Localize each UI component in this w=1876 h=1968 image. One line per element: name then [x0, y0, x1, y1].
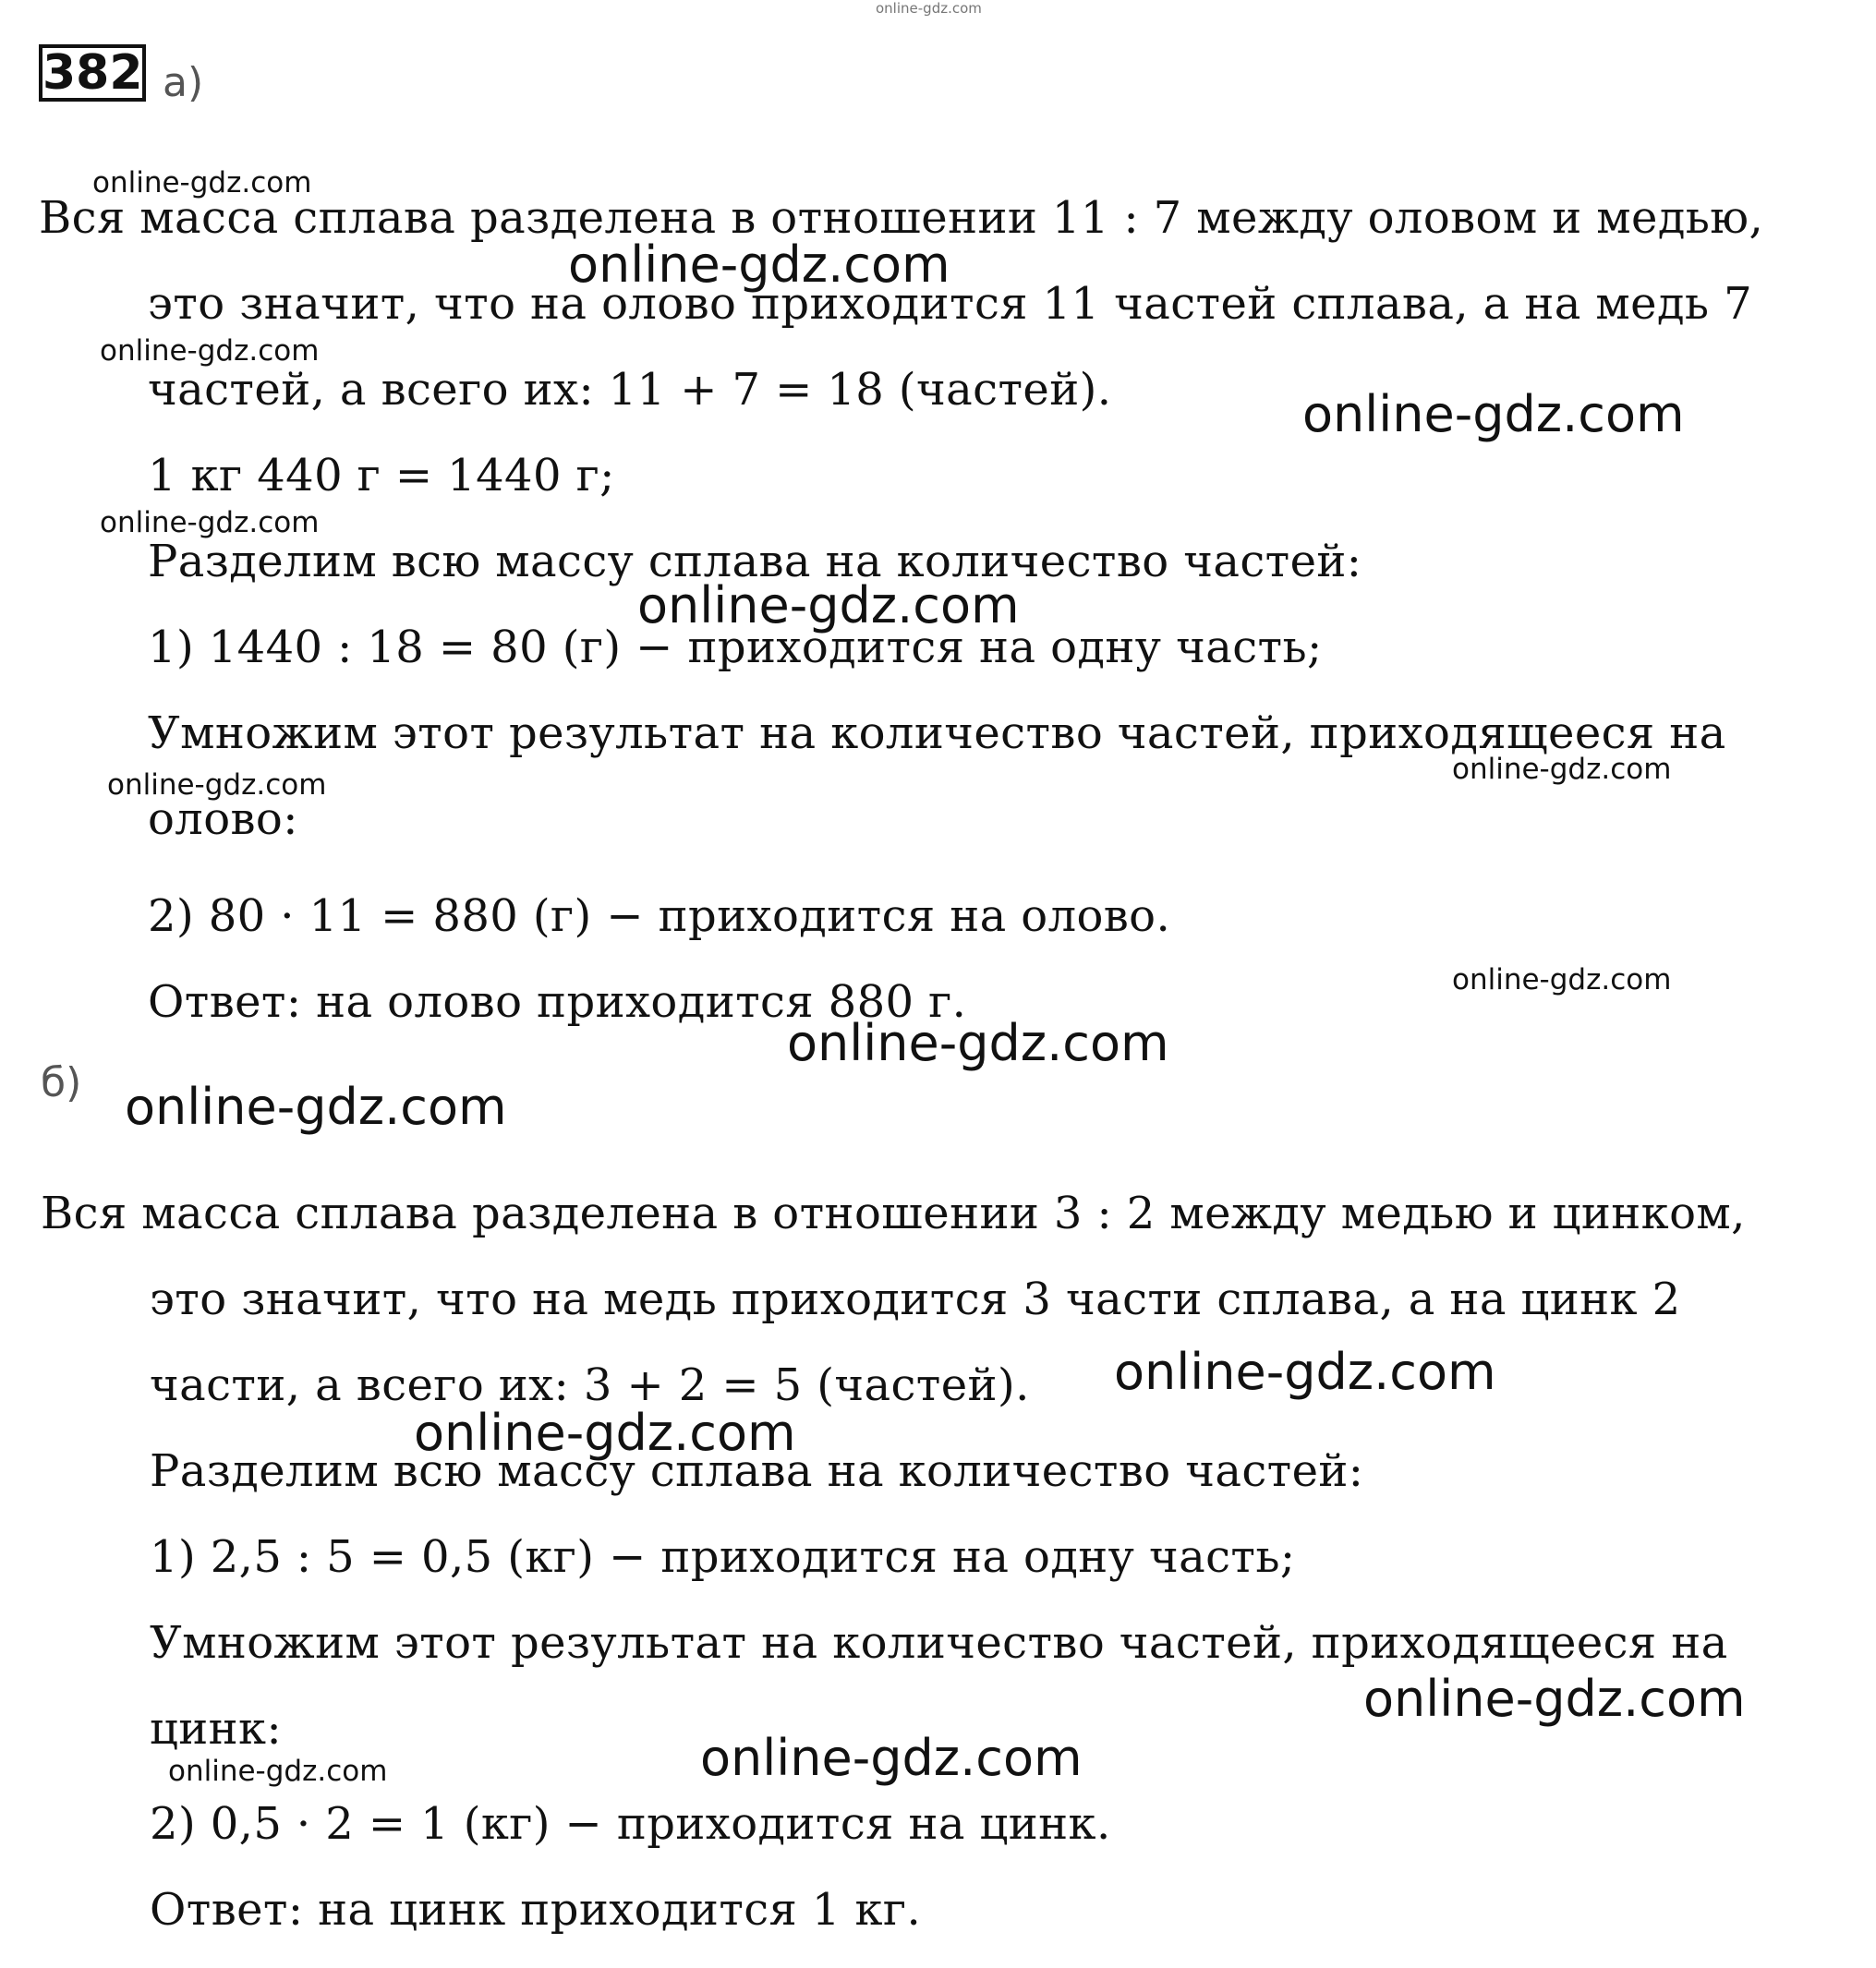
- watermark-text: online-gdz.com: [1452, 753, 1672, 786]
- part-a-line-2: это значит, что на олово приходится 11 частей сплава, а на медь 7: [148, 278, 1753, 330]
- part-a-label: а): [163, 59, 204, 106]
- part-a-line-5: Разделим всю массу сплава на количество частей:: [148, 536, 1362, 587]
- watermark-text: online-gdz.com: [700, 1729, 1083, 1787]
- watermark-text: online-gdz.com: [107, 768, 327, 802]
- watermark-text: online-gdz.com: [1302, 385, 1685, 443]
- watermark-text: online-gdz.com: [100, 506, 320, 539]
- watermark-text: online-gdz.com: [92, 166, 312, 199]
- watermark-text: online-gdz.com: [414, 1404, 796, 1462]
- part-b-line-3: части, а всего их: 3 + 2 = 5 (частей).: [150, 1359, 1030, 1411]
- part-a-line-4: 1 кг 440 г = 1440 г;: [148, 450, 615, 501]
- watermark-text: online-gdz.com: [568, 235, 950, 294]
- part-b-line-6: Умножим этот результат на количество частей, приходящееся на: [150, 1617, 1728, 1669]
- part-a-line-9: 2) 80 · 11 = 880 (г) − приходится на олово.: [148, 890, 1171, 942]
- part-a-line-3: частей, а всего их: 11 + 7 = 18 (частей).: [148, 364, 1112, 416]
- part-a-line-7: Умножим этот результат на количество частей, приходящееся на: [148, 707, 1726, 759]
- part-b-line-8: 2) 0,5 · 2 = 1 (кг) − приходится на цинк.: [150, 1798, 1111, 1850]
- watermark-text: online-gdz.com: [168, 1755, 388, 1788]
- part-b-line-4: Разделим всю массу сплава на количество частей:: [150, 1445, 1364, 1497]
- part-b-line-5: 1) 2,5 : 5 = 0,5 (кг) − приходится на одну часть;: [150, 1531, 1296, 1583]
- watermark-text: online-gdz.com: [1363, 1670, 1746, 1728]
- part-b-label: б): [41, 1059, 82, 1106]
- watermark-text: online-gdz.com: [125, 1078, 507, 1136]
- watermark-text: online-gdz.com: [876, 0, 982, 17]
- part-b-line-1: Вся масса сплава разделена в отношении 3 : 2 между медью и цинком,: [41, 1188, 1746, 1239]
- part-a-line-8: олово:: [148, 793, 298, 845]
- part-b-line-2: это значит, что на медь приходится 3 части сплава, а на цинк 2: [150, 1274, 1681, 1325]
- part-a-line-6: 1) 1440 : 18 = 80 (г) − приходится на одну часть;: [148, 622, 1323, 673]
- part-b-answer: Ответ: на цинк приходится 1 кг.: [150, 1884, 922, 1936]
- watermark-text: online-gdz.com: [1452, 963, 1672, 996]
- part-b-line-7: цинк:: [150, 1703, 283, 1755]
- watermark-text: online-gdz.com: [787, 1014, 1169, 1072]
- task-number: 382: [39, 44, 146, 102]
- watermark-text: online-gdz.com: [637, 576, 1020, 634]
- part-a-line-1: Вся масса сплава разделена в отношении 11 : 7 между оловом и медью,: [39, 192, 1764, 244]
- watermark-text: online-gdz.com: [100, 334, 320, 368]
- part-a-answer: Ответ: на олово приходится 880 г.: [148, 976, 967, 1028]
- watermark-text: online-gdz.com: [1114, 1343, 1496, 1401]
